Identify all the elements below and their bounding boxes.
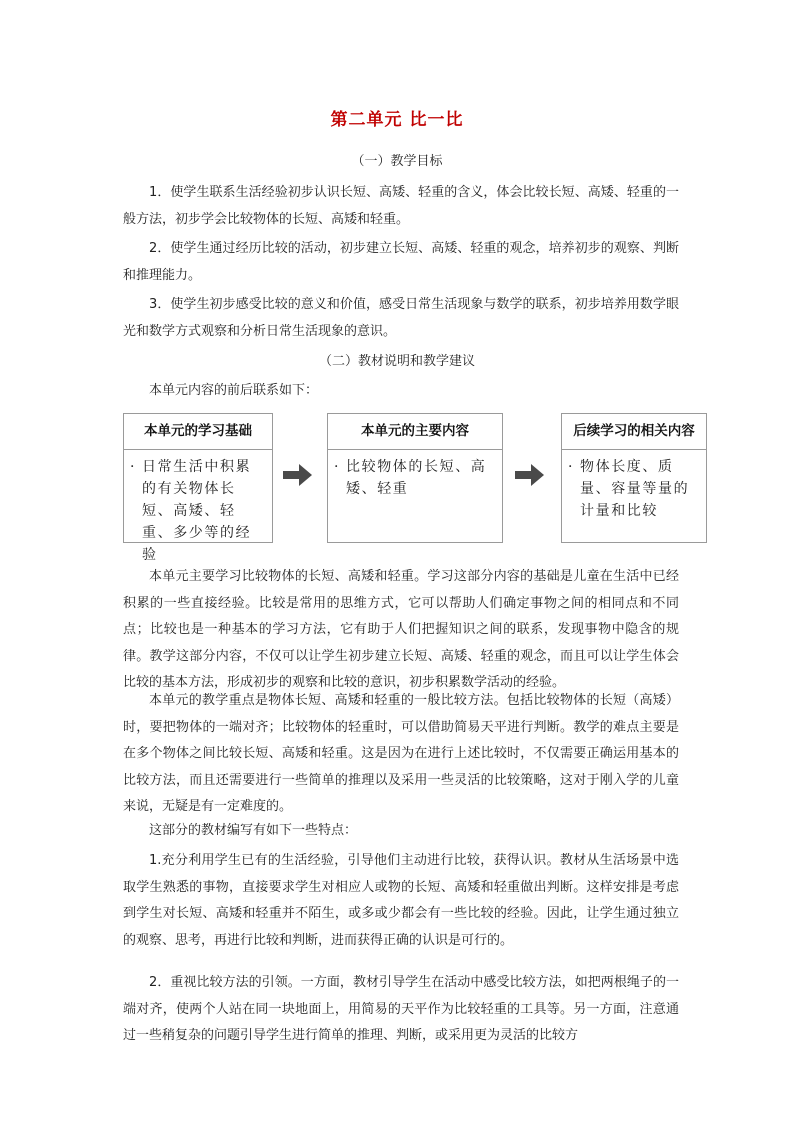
- feature-item-1: 1.充分利用学生已有的生活经验，引导他们主动进行比较，获得认识。教材从生活场景中选取学生熟悉的事物，直接要求学生对相应人或物的长短、高矮和轻重做出判断。这样安排是考虑到学生对长短、高矮和轻重并不陌生，或多或少都会有一些比较的经验。因此，让学生通过独立的观察、思考，再进行比较和判断，进而获得正确的认识是可行的。: [123, 853, 679, 948]
- flow-box-main-content: [327, 413, 503, 543]
- flow-box-text: 物体长度、质量、容量等量的计量和比较: [580, 459, 690, 519]
- flow-box-header: 本单元的主要内容: [328, 414, 502, 450]
- objective-item-3: 3．使学生初步感受比较的意义和价值，感受日常生活现象与数学的联系，初步培养用数学眼光和数学方式观察和分析日常生活现象的意识。: [123, 297, 679, 339]
- bullet-dot: ·: [130, 459, 135, 475]
- flow-box-header: 后续学习的相关内容: [562, 414, 706, 450]
- objective-item-2: 2．使学生通过经历比较的活动，初步建立长短、高矮、轻重的观念，培养初步的观察、判断和推理能力。: [123, 241, 679, 283]
- right-arrow-icon: [515, 463, 545, 487]
- flow-box-follow-up: [561, 413, 707, 543]
- right-arrow-icon: [283, 463, 313, 487]
- flow-box-header: 本单元的学习基础: [124, 414, 272, 450]
- bullet-dot: ·: [334, 459, 339, 475]
- flow-intro-text: 本单元内容的前后联系如下：: [149, 383, 319, 398]
- objective-item-1: 1．使学生联系生活经验初步认识长短、高矮、轻重的含义，体会比较长短、高矮、轻重的一般方法，初步学会比较物体的长短、高矮和轻重。: [123, 185, 679, 227]
- section-heading-objectives: （一）教学目标: [351, 154, 443, 169]
- body-paragraph: 本单元的教学重点是物体长短、高矮和轻重的一般比较方法。包括比较物体的长短（高矮）时，要把物体的一端对齐；比较物体的轻重时，可以借助简易天平进行判断。教学的难点主要是在多个物体之间比较长短、高矮和轻重。这是因为在进行上述比较时，不仅需要正确运用基本的比较方法，而且还需要进行一些简单的推理以及采用一些灵活的比较策略，这对于刚入学的儿童来说，无疑是有一定难度的。: [123, 693, 679, 814]
- body-paragraph: 这部分的教材编写有如下一些特点：: [149, 823, 358, 838]
- unit-connection-diagram: [123, 413, 707, 563]
- feature-item-2: 2．重视比较方法的引领。一方面，教材引导学生在活动中感受比较方法，如把两根绳子的一端对齐，使两个人站在同一块地面上，用简易的天平作为比较轻重的工具等。另一方面，注意通过一些稍复杂的问题引导学生进行简单的推理、判断，或采用更为灵活的比较方: [123, 975, 679, 1043]
- bullet-dot: ·: [568, 459, 573, 475]
- flow-box-text: 日常生活中积累的有关物体长短、高矮、轻重、多少等的经验: [142, 459, 252, 563]
- section-heading-materials: （二）教材说明和教学建议: [318, 354, 475, 369]
- body-paragraph: 本单元主要学习比较物体的长短、高矮和轻重。学习这部分内容的基础是儿童在生活中已经积累的一些直接经验。比较是常用的思维方式，它可以帮助人们确定事物之间的相同点和不同点；比较也是一种基本的学习方法，它有助于人们把握知识之间的联系，发现事物中隐含的规律。教学这部分内容，不仅可以让学生初步建立长短、高矮、轻重的观念，而且可以让学生体会比较的基本方法，形成初步的观察和比较的意识，初步积累数学活动的经验。: [123, 569, 679, 690]
- flow-box-text: 比较物体的长短、高矮、轻重: [346, 459, 487, 497]
- unit-title: 第二单元 比一比: [330, 110, 464, 130]
- flow-box-foundation: [123, 413, 273, 563]
